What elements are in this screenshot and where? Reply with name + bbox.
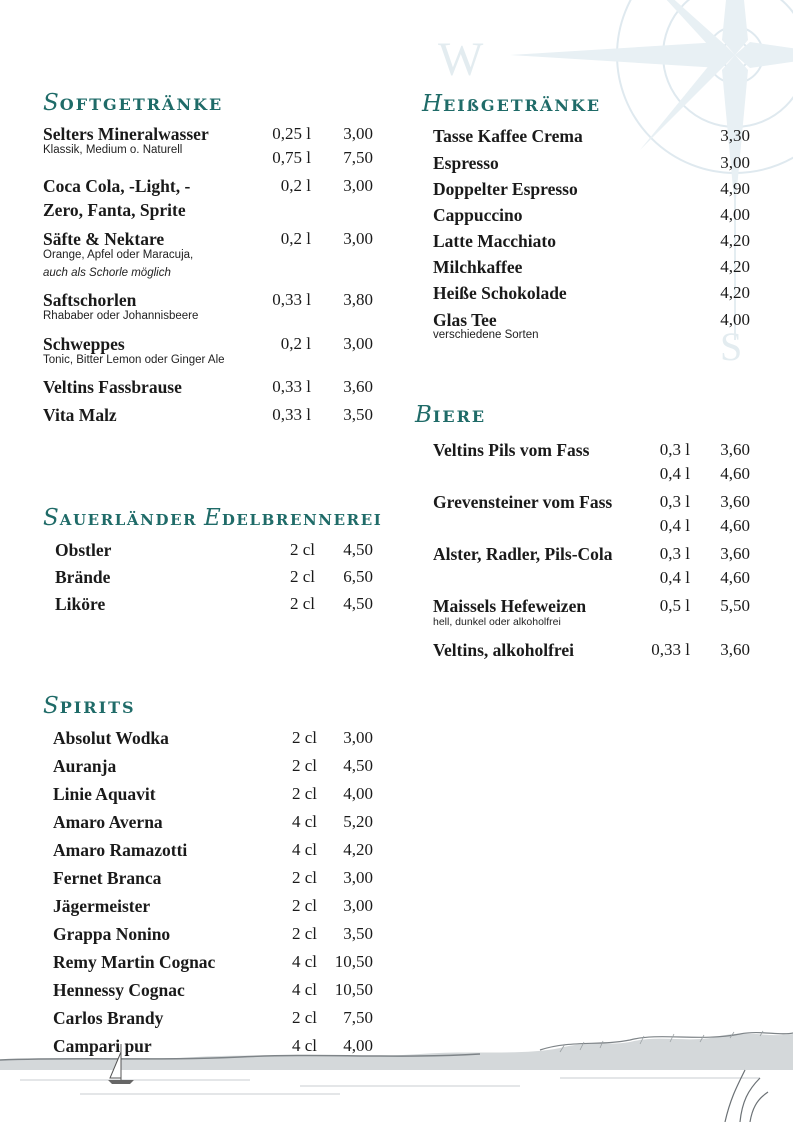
section-edelbrennerei: SAUERLÄNDER EDELBRENNEREI Obstler 2 cl 4,50 Brände 2 cl 6,50 Liköre 2 cl 4,50	[43, 505, 383, 614]
section-title-heissgetraenke: HEIßGETRÄNKE	[422, 91, 602, 117]
section-spirits: SPIRITS Absolut Wodka 2 cl 3,00 Auranja 2 cl 4,50 Linie Aquavit 2 cl 4,00 Amaro Averna 4 cl 5,20 Amaro Ramazotti 4 cl 4,20 Fernet Branca 2 cl 3,00 Jägermeister 2 cl 3,00 Grappa Nonino 2 cl 3,50 Remy Martin Cognac 4 cl 10,50 Hennessy Cognac 4 cl 10,50 Carlos Brandy 2 cl 7,50 Campari pur 4 cl 4,00	[43, 693, 373, 1056]
section-title-spirits: SPIRITS	[43, 693, 136, 719]
section-heissgetraenke: HEIßGETRÄNKE Tasse Kaffee Crema 3,30 Espresso 3,00 Doppelter Espresso 4,90 Cappuccino 4,00 Latte Macchiato 4,20 Milchkaffee 4,20 Heiße Schokolade 4,20 Glas Tee verschiedene Sorten 4,00	[422, 91, 750, 341]
section-title-edelbrennerei: SAUERLÄNDER EDELBRENNEREI	[43, 505, 383, 531]
compass-letter-s: S	[720, 324, 743, 369]
section-biere: BIERE Veltins Pils vom Fass 0,3 l 3,60 0,4 l 4,60 Grevensteiner vom Fass 0,3 l 3,60 0,4 l 4,60 Alster, Radler, Pils-Cola 0,3 l 3,60 0,4 l 4,60 Maissels Hefeweizen hell, dunkel oder alkoholfrei 0,5 l 5,50 Veltins, alkoholfrei 0,33 l 3,60	[415, 402, 750, 660]
section-title-biere: BIERE	[415, 402, 487, 428]
compass-letter-w: W	[438, 33, 484, 86]
section-title-softgetraenke: SOFTGETRÄNKE	[43, 90, 224, 116]
section-softgetraenke: SOFTGETRÄNKE Selters Mineralwasser Klassik, Medium o. Naturell 0,25 l 3,00 0,75 l 7,50 Coca Cola, -Light, - Zero, Fanta, Sprite 0,2 l 3,00 Säfte & Nektare Orange, Apfel oder Maracuja, auch als Schorle möglich 0,2 l 3,00 Saftschorlen Rhababer oder Johannisbeere 0,33 l 3,80 Schweppes Tonic, Bitter Lemon oder Ginger Ale 0,2 l 3,00 Veltins Fassbrause 0,33 l 3,60 Vita Malz 0,33 l 3,50	[43, 90, 373, 425]
